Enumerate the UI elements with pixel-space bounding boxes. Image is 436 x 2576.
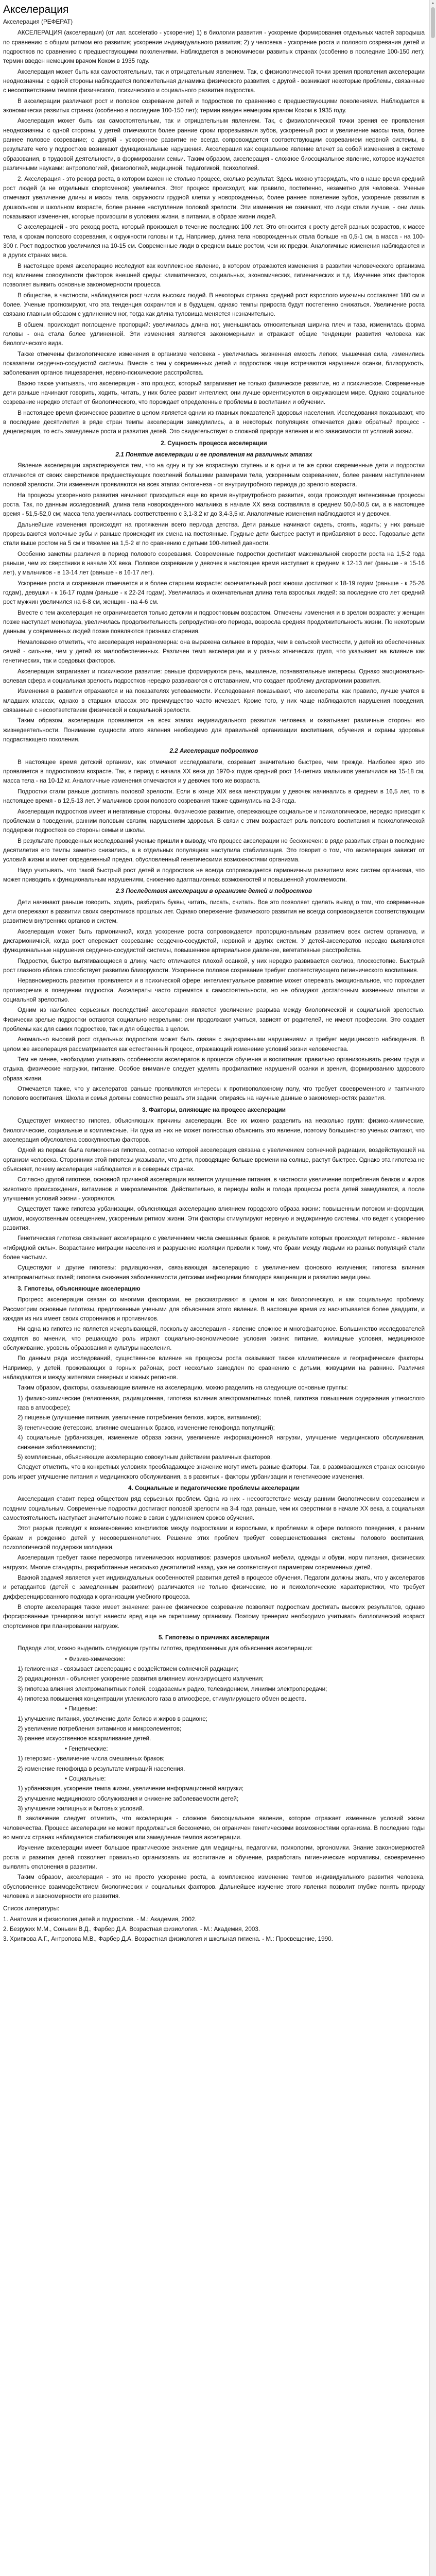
paragraph: Важно также учитывать, что акселерация - это процесс, который затрагивает не только физическое развитие, но и психическое. Современные дети раньше начинают говорить, ходить, читать, у них более развит интеллект, они лучше ориентируются в окружающем мире. Однако социальное созревание нередко отстает от биологического, что порождает определенные проблемы в воспитании и обучении.: [3, 380, 425, 406]
paragraph: Аномально высокий рост отдельных подростков может быть связан с эндокринными нарушениями и требует медицинского наблюдения. В целом же акселерация рассматривается как естественный процесс, отражающий изменение условий жизни человечества.: [3, 1036, 425, 1053]
paragraph: Акселерация ставит перед обществом ряд серьезных проблем. Одна из них - несоответствие между ранним биологическим созреванием и поздним социальным. Современные подростки достигают половой зрелости на 3-4 года раньше, чем их сверстники в начале XX века, а социальная самостоятельность наступает значительно позже в связи с удлинением сроков обучения.: [3, 1496, 425, 1521]
paragraph: Надо учитывать, что такой быстрый рост детей и подростков не всегда сопровождается гармоничным развитием всех систем организма, что может приводить к функциональным нарушениям, снижению адаптационных возможностей и повышенной утомляемости.: [3, 867, 425, 883]
paragraph: Согласно другой гипотезе, основной причиной акселерации является улучшение питания, в частности увеличение потребления белков и жиров животного происхождения, витаминов и микроэлементов. Действительно, в периоды войн и голода процессы роста детей замедляются, а после улучшения условий жизни - ускоряются.: [3, 1176, 425, 1202]
list-item: 1) гетерозис - увеличение числа смешанных браков;: [18, 1755, 165, 1762]
document-subtitle: Акселерация (РЕФЕРАТ): [3, 19, 73, 25]
paragraph: Таким образом, факторы, оказывающие влияние на акселерацию, можно разделить на следующие основные группы:: [18, 1384, 348, 1392]
list-item: 1) гелиогенная - связывает акселерацию с воздействием солнечной радиации;: [18, 1666, 239, 1673]
paragraph: Акселерация может быть как самостоятельным, так и отрицательным явлением. Так, с физиологической точки зрения проявления акселерации неоднозначны: с одной стороны наблюдается положительная динамика физического развития, с другой - возникают некоторые проблемы, связанные с несоответствием темпов физического, психического и социального развития подростка.: [3, 68, 425, 94]
paragraph: Подводя итог, можно выделить следующие группы гипотез, предложенных для объяснения акселерации:: [18, 1645, 313, 1652]
list-group-label: • Социальные:: [65, 1775, 106, 1782]
list-item: 2) пищевые (улучшение питания, увеличение потребления белков, жиров, витаминов);: [18, 1414, 261, 1421]
paragraph: Существует также гипотеза урбанизации, объясняющая акселерацию влиянием городского образа жизни: повышенным потоком информации, шумом, искусственным освещением, ускоренным ритмом жизни. Эти факторы стимулируют нервную и эндокринную системы, что ведет к ускорению развития.: [3, 1206, 425, 1231]
paragraph: Акселерация требует также пересмотра гигиенических нормативов: размеров школьной мебели, одежды и обуви, норм питания, физических нагрузок. Многие стандарты, разработанные несколько десятилетий назад, уже не соответствуют параметрам современных детей.: [3, 1554, 425, 1571]
paragraph: По данным ряда исследований, существенное влияние на процессы роста оказывают также климатические и географические факторы. Например, у детей, проживающих в горных районах, рост несколько замедлен по сравнению с детьми, живущими на равнине. Различия наблюдаются и между жителями северных и южных регионов.: [3, 1355, 425, 1381]
paragraph: Прогресс акселерации связан со многими факторами, ее рассматривают в целом и как биологическую, и как социальную проблему. Рассмотрим основные гипотезы, предложенные учеными для объяснения этого явления. В настоящее время их насчитывается более двадцати, и каждая из них имеет своих сторонников и противников.: [3, 1296, 425, 1323]
paragraph: Дальнейшие изменения происходят на протяжении всего периода детства. Дети раньше начинают сидеть, стоять, ходить; у них раньше прорезываются молочные зубы и раньше происходит их смена на постоянные. Грудные дети быстрее растут и прибавляют в весе. Годовалые дети стали выше ростом на 5 см и тяжелее на 1,5-2 кг по сравнению с детьми 100-летней давности.: [3, 521, 425, 547]
paragraph: Одной из первых была гелиогенная гипотеза, согласно которой акселерация связана с увеличением солнечной радиации, воздействующей на организм человека. Сторонники этой гипотезы указывали, что дети, проводящие больше времени на солнце, растут быстрее. Однако эта гипотеза не объясняет, почему акселерация наблюдается и в северных странах.: [3, 1147, 425, 1173]
list-item: 2) увеличение потребления витаминов и микроэлементов;: [18, 1725, 182, 1733]
paragraph: В обществе, в частности, наблюдается рост числа высоких людей. В некоторых странах средний рост взрослого мужчины составляет 180 см и более. Ученые прогнозируют, что эта тенденция сохранится и в будущем, однако темпы прироста будут постепенно снижаться. Увеличение роста связано главным образом с удлинением ног, тогда как длина туловища меняется незначительно.: [3, 292, 425, 318]
paragraph: Подростки стали раньше достигать половой зрелости. Если в конце XIX века менструации у девочек начинались в среднем в 16,5 лет, то в настоящее время - в 12,5-13 лет. У мальчиков сроки полового созревания также сдвинулись на 2-3 года.: [3, 788, 425, 805]
list-item: 4) социальные (урбанизация, изменение образа жизни, увеличение информационной нагрузки, улучшение медицинского обслуживания, снижение заболеваемости);: [18, 1434, 425, 1451]
references-list: [3, 1915, 425, 1944]
list-item: 2) улучшение медицинского обслуживания и снижение заболеваемости детей;: [18, 1795, 239, 1802]
scroll-up-arrow-icon[interactable]: ▲: [431, 1, 435, 5]
vertical-scrollbar[interactable]: [429, 0, 436, 2576]
reference-item: 3. Хрипкова А.Г., Антропова М.В., Фарбер Д.А. Возрастная физиология и школьная гигиена. - М.: Просвещение, 1990.: [3, 1936, 333, 1943]
paragraph: Генетическая гипотеза связывает акселерацию с увеличением числа смешанных браков, в результате которых происходит гетерозис - явление «гибридной силы». Возрастание миграции населения и разрушение изоляции привели к тому, что браки между людьми из разных популяций стали более частыми.: [3, 1235, 425, 1261]
paragraph: Изменения в развитии отражаются и на показателях успеваемости. Исследования показывают, что акселераты, как правило, лучше учатся в младших классах, однако в старших классах это преимущество часто исчезает. Кроме того, у них чаще наблюдаются нарушения поведения, связанные с несоответствием физической и социальной зрелости.: [3, 688, 425, 714]
paragraph: В обшем, происходит поглощение пропорций: увеличилась длина ног, уменьшилась относительная ширина плеч и таза, изменилась форма головы - она стала более удлиненной. Эти изменения являются закономерными и отражают общие тенденции развития человека как биологического вида.: [3, 321, 425, 347]
paragraph: Вместе с тем акселерация не ограничивается только детским и подростковым возрастом. Отмечены изменения и в зрелом возрасте: у женщин позже наступает менопауза, увеличилась продолжительность репродуктивного периода, возросла средняя продолжительность жизни. По некоторым данным, у современных людей позже появляются признаки старения.: [3, 609, 425, 635]
section-heading: 3. Факторы, влияющие на процесс акселерации: [142, 1106, 286, 1113]
paragraph: Особенно заметны различия в период полового созревания. Современные подростки достигают максимальной скорости роста на 1,5-2 года раньше, чем их сверстники в начале XX века. Половое созревание у девочек в настоящее время наступает в среднем в 12-13 лет (раньше - в 15-16 лет), у мальчиков - в 13-14 лет (раньше - в 16-17 лет).: [3, 550, 425, 577]
section-heading: 3. Гипотезы, объясняющие акселерацию: [18, 1285, 141, 1292]
scrollbar-thumb[interactable]: [431, 7, 435, 38]
paragraph: Подростки, быстро вытягивающиеся в длину, часто отличаются плохой осанкой, у них нередко развивается сколиоз, плоскостопие. Быстрый рост глазного яблока способствует развитию близорукости. Ускоренное половое созревание требует соответствующего гигиенического воспитания.: [3, 957, 425, 974]
list-item: 1) урбанизация, ускорение темпа жизни, увеличение информационной нагрузки;: [18, 1785, 244, 1792]
references-heading: Список литературы:: [3, 1905, 60, 1912]
paragraph: Отмечается также, что у акселератов раньше проявляются интересы к противоположному полу, что требует своевременного и тактичного полового воспитания. Школа и семья должны совместно решать эти задачи, опираясь на научные данные о закономерностях развития.: [3, 1086, 425, 1102]
paragraph: Немаловажно отметить, что акселерация неравномерна: она выражена сильнее в городах, чем в сельской местности, у детей из обеспеченных семей - сильнее, чем у детей из малообеспеченных. Различен темп акселерации и у разных этнических групп, что указывает на влияние как генетических, так и средовых факторов.: [3, 638, 425, 665]
paragraph: С акселерацией - это рекорд роста, который произошел в течение последних 100 лет. Это относится к росту детей разных возрастов, к массе тела, к срокам полового созревания, к окружности головы и т.д. Например, длина тела новорожденных стала больше на 0,5-1 см, а масса - на 100-300 г. Рост подростков увеличился на 10-15 см. Современные люди в среднем выше ростом, чем их предки. Аналогичные изменения наблюдаются и в других странах мира.: [3, 224, 425, 259]
list-item: 1) физико-химические (гелиогенная, радиационная, гипотеза влияния электромагнитных полей, гипотеза повышения содержания углекислого газа в атмосфере);: [18, 1395, 425, 1412]
subsection-heading: 2.3 Последствия акселерации в организме детей и подростков: [115, 888, 312, 895]
paragraph: Ускорение роста и созревания отмечается и в более старшем возрасте: окончательный рост юноши достигают к 18-19 годам (раньше - к 25-26 годам), девушки - к 16-17 годам (раньше - к 22-24 годам). Увеличилась и окончательная длина тела взрослых людей: за последние сто лет средний рост мужчин увеличился на 6-8 см, женщин - на 4-6 см.: [3, 580, 425, 606]
subsection-heading: 2.2 Акселерация подростков: [169, 748, 258, 755]
paragraph: Тем не менее, необходимо учитывать особенности акселератов в процессе обучения и воспитания: правильно организовывать режим труда и отдыха, физические нагрузки, питание. Особое внимание следует уделять профилактике нарушений осанки и зрения, формированию здорового образа жизни.: [3, 1056, 425, 1082]
list-item: 3) улучшение жилищных и бытовых условий.: [18, 1805, 144, 1812]
reference-item: 1. Анатомия и физиология детей и подростков. - М.: Академия, 2002.: [3, 1916, 197, 1923]
paragraph: Акселерация может быть как самостоятельным, так и отрицательным явлением. Так, с физиологической точки зрения ее проявления неоднозначны: с одной стороны, у детей отмечаются более ранние сроки прорезывания зубов, ускоренный рост и увеличение массы тела, более раннее половое созревание; с другой - ускоренное развитие не всегда сопровождается соответствующим созреванием нервной системы, в результате чего у подростков возникают функциональные нарушения. Акселерация как социальное явление влечет за собой изменения в системе образования, в трудовой деятельности, в формировании семьи. Таким образом, акселерация - сложное биосоциальное явление, которое изучается различными науками: антропологией, физиологией, медициной, педагогикой, психологией.: [3, 117, 425, 172]
paragraph: Таким образом, акселерация - это не просто ускорение роста, а комплексное изменение темпов индивидуального развития человека, обусловленное взаимодействием биологических и социальных факторов. Дальнейшее изучение этого явления позволит глубже понять природу человека и закономерности его развития.: [3, 1874, 425, 1900]
paragraph: Ни одна из гипотез не является исчерпывающей, поскольку акселерация - явление сложное и многофакторное. Большинство исследователей сходятся во мнении, что решающую роль играют социально-экономические условия жизни: питание, жилищные условия, медицинское обслуживание, уровень образования и культуры населения.: [3, 1326, 425, 1352]
paragraph: Существуют и другие гипотезы: радиационная, связывающая акселерацию с увеличением фонового излучения; гипотеза влияния электромагнитных полей; гипотеза снижения заболеваемости детскими инфекциями благодаря вакцинации и развитию медицины.: [3, 1264, 425, 1281]
references: [3, 1904, 425, 1944]
paragraph: Одним из наиболее серьезных последствий акселерации является увеличение разрыва между биологической и социальной зрелостью. Физически зрелые подростки остаются социально незрелыми: они продолжают учиться, зависят от родителей, не имеют профессии. Это создает проблемы как для самих подростков, так и для общества в целом.: [3, 1007, 425, 1033]
list-item: 3) гипотеза влияния электромагнитных полей, создаваемых радио, телевидением, линиями электропередачи;: [18, 1685, 327, 1692]
list-group-label: • Физико-химические:: [65, 1655, 126, 1663]
section-heading: 4. Социальные и педагогические проблемы акселерации: [128, 1484, 300, 1492]
list-item: 5) комплексные, объясняющие акселерацию совокупным действием различных факторов.: [18, 1453, 272, 1461]
paragraph: В настоящее время физическое развитие в целом является одним из главных показателей здоровья населения. Исследования показывают, что в последние десятилетия в ряде стран темпы акселерации замедлились, а в некоторых популяциях отмечается даже обратный процесс - децелерация, то есть замедление роста и развития детей. Это свидетельствует о сложной природе явления и его зависимости от условий жизни.: [3, 409, 425, 435]
paragraph: Изучение акселерации имеет большое практическое значение для медицины, педагогики, психологии, эргономики. Знание закономерностей роста и развития детей позволяет правильно организовать их воспитание и обучение, разработать гигиенические нормативы, своевременно выявлять отклонения в развитии.: [3, 1844, 425, 1870]
document-body: [3, 28, 425, 1901]
paragraph: Таким образом, акселерация проявляется на всех этапах индивидуального развития человека и охватывает различные стороны его жизнедеятельности. Понимание сущности этого явления необходимо для правильной организации воспитания, обучения и охраны здоровья подрастающего поколения.: [3, 717, 425, 743]
paragraph: 2. Акселерация - это рекорд роста, в котором важен не столько процесс, сколько результат. Здесь можно утверждать, что в наше время средний рост людей (а не отдельных спортсменов) увеличился. Этот процесс происходит, как правило, постепенно, незаметно для человека. Ученые отмечают увеличение длины и массы тела, окружности грудной клетки у новорожденных, более раннее появление зубов, ускорение развития в дошкольном и школьном возрасте, более раннее наступление половой зрелости. Эти изменения не означают, что люди стали лучше, - они лишь показывают изменения, которые произошли в условиях жизни, в питании, в образе жизни людей.: [3, 175, 425, 220]
paragraph: Акселерация может быть гармоничной, когда ускорение роста сопровождается пропорциональным развитием всех систем организма, и дисгармоничной, когда рост опережает созревание сердечно-сосудистой, нервной и других систем. У детей-акселератов нередко выявляются функциональные нарушения сердечно-сосудистой системы, повышенное артериальное давление, вегетативные расстройства.: [3, 928, 425, 954]
list-item: 2) изменение генофонда в результате миграций населения.: [18, 1765, 185, 1772]
list-item: 1) улучшение питания, увеличение доли белков и жиров в рационе;: [18, 1715, 207, 1722]
paragraph: В заключение следует отметить, что акселерация - сложное биосоциальное явление, которое отражает изменение условий жизни человечества. Процесс акселерации не может продолжаться бесконечно, он ограничен генетическими возможностями организма. В последние годы во многих странах наблюдается стабилизация или замедление темпов акселерации.: [3, 1815, 425, 1841]
list-item: 2) радиационная - объясняет ускорение развития влиянием ионизирующего излучения;: [18, 1675, 264, 1683]
paragraph: На процессы ускоренного развития начинают приходиться еще во время внутриутробного развития, когда происходят интенсивные процессы роста. Так, по данным исследований, длина тела новорожденного мальчика в начале XX века составляла в среднем 50,0-50,5 см, а в настоящее время - 51,5-52,0 см; масса тела увеличилась соответственно с 3,1-3,2 кг до 3,4-3,5 кг. Аналогичные изменения наблюдаются и у девочек.: [3, 492, 425, 518]
paragraph: В результате проведенных исследований ученые пришли к выводу, что процесс акселерации не бесконечен: в ряде развитых стран в последние десятилетия его темпы заметно снизились, а в отдельных популяциях наступила стабилизация. Это говорит о том, что акселерация зависит от условий жизни и имеет определенный предел, обусловленный генетическими возможностями организма.: [3, 837, 425, 863]
list-group-label: • Генетические:: [65, 1745, 108, 1752]
paragraph: Явление акселерации характеризуется тем, что на одну и ту же возрастную ступень и в одни и те же сроки современные дети и подростки отличаются от своих сверстников предшествующих поколений большими размерами тела, ускоренным созреванием, более ранним наступлением половой зрелости. Эти изменения проявляются на всех этапах онтогенеза - от внутриутробного периода до зрелого возраста.: [3, 462, 425, 488]
page-title: Акселерация: [3, 4, 69, 15]
list-group-label: • Пищевые:: [65, 1705, 97, 1713]
paragraph: Существует множество гипотез, объясняющих причины акселерации. Все их можно разделить на несколько групп: физико-химические, биологические, социальные и комплексные. Ни одна из них не может полностью объяснить это явление, поэтому большинство ученых считают, что акселерация обусловлена совокупностью факторов.: [3, 1117, 425, 1143]
paragraph: Следует отметить, что в конкретных условиях преобладающее значение могут иметь разные факторы. Так, в развивающихся странах основную роль играет улучшение питания и медицинского обслуживания, а в развитых - факторы урбанизации и генетические изменения.: [3, 1464, 425, 1480]
list-item: 4) гипотеза повышения концентрации углекислого газа в атмосфере, стимулирующего обмен веществ.: [18, 1696, 306, 1703]
paragraph: Акселерация подростков имеет и негативные стороны. Физическое развитие, опережающее социальное и психологическое, нередко приводит к проблемам в поведении, ранним половым связям, нарушениям здоровья. В связи с этим возрастает роль полового воспитания и психологической поддержки подростков со стороны семьи и школы.: [3, 808, 425, 834]
reference-item: 2. Безруких М.М., Сонькин В.Д., Фарбер Д.А. Возрастная физиология. - М.: Академия, 2003.: [3, 1926, 260, 1933]
section-heading: 2. Сущность процесса акселерации: [161, 439, 267, 447]
paragraph: В настоящее время детский организм, как отмечают исследователи, созревает значительно быстрее, чем прежде. Наиболее ярко это проявляется в подростковом возрасте. Так, в период с начала XX века до 1970-х годов средний рост 14-летних мальчиков увеличился на 15-18 см, масса тела - на 10-12 кг. Аналогичные изменения отмечаются и у девочек того же возраста.: [3, 758, 425, 785]
list-item: 3) раннее искусственное вскармливание детей.: [18, 1735, 151, 1742]
paragraph: В спорте акселерация также имеет значение: раннее физическое созревание позволяет подросткам достигать высоких результатов, однако форсированные тренировки могут нанести вред еще не окрепшему организму. Поэтому тренерам необходимо учитывать биологический возраст спортсменов при планировании нагрузок.: [3, 1604, 425, 1630]
paragraph: В настоящее время акселерацию исследуют как комплексное явление, в котором отражаются изменения в развитии человеческого организма под влиянием совокупности факторов внешней среды: климатических, социальных, экономических, гигиенических и т.д. Изучение этих факторов позволяет выявить основные закономерности процесса.: [3, 262, 425, 289]
paragraph: Акселерация затрагивает и психическое развитие: раньше формируются речь, мышление, познавательные интересы. Однако эмоционально-волевая сфера и социальная зрелость подростков нередко развиваются с отставанием, что создает проблему дисгармонии развития.: [3, 668, 425, 685]
paragraph: АКСЕЛЕРАЦИЯ (акселерация) (от лат. acceleratio - ускорение) 1) в биологии развития - ускорение формирования отдельных частей зародыша по сравнению с общим ритмом его развития; ускорение индивидуального развития; 2) у человека - ускорение роста и полового созревания детей и подростков по сравнению с предшествующими поколениями. Наблюдается в экономически развитых странах (особенно в последние 100-150 лет); термин введен немецким врачом Кохом в 1935 году.: [3, 29, 425, 65]
section-heading: 5. Гипотезы о причинах акселерации: [159, 1634, 269, 1641]
subsection-heading: 2.1 Понятие акселерации и ее проявления на различных этапах: [115, 451, 312, 459]
paragraph: Дети начинают раньше говорить, ходить, разбирать буквы, читать, писать, считать. Все это позволяет сделать вывод о том, что современные дети опережают в развитии своих сверстников прошлых лет. Однако опережение физического развития не всегда сопровождается соответствующим развитием внутренних органов и систем.: [3, 899, 425, 925]
paragraph: В акселерации различают рост и половое созревание детей и подростков по сравнению с предшествующими поколениями. Наблюдается в экономически развитых странах (особенно в последние 100-150 лет); термин введен немецким врачом Кохом в 1935 году.: [3, 97, 425, 114]
paragraph: Неравномерность развития проявляется и в психической сфере: интеллектуальное развитие может опережать эмоциональное, что порождает противоречия в поведении подростка. Акселераты часто стремятся к самостоятельности, но не обладают достаточным жизненным опытом и социальной зрелостью.: [3, 977, 425, 1004]
paragraph: Также отмечены физиологические изменения в организме человека - увеличилась жизненная емкость легких, мышечная сила, изменились показатели сердечно-сосудистой системы. Вместе с тем у современных детей и подростков чаще встречаются нарушения осанки, близорукость, заболевания органов пищеварения, нервно-психические расстройства.: [3, 350, 425, 377]
list-item: 3) генетические (гетерозис, влияние смешанных браков, изменение генофонда популяций);: [18, 1424, 275, 1431]
paragraph: Важной задачей является учет индивидуальных особенностей развития детей в процессе обучения. Педагоги должны знать, что у акселератов и ретардантов (детей с замедленным развитием) различаются не только физические, но и психологические характеристики, что требует дифференцированного подхода к организации учебного процесса.: [3, 1574, 425, 1600]
paragraph: Этот разрыв приводит к возникновению конфликтов между подростками и взрослыми, к проблемам в сфере полового поведения, к ранним бракам и рождению детей у несовершеннолетних. Решение этих проблем требует совершенствования системы полового воспитания, психологической поддержки молодежи.: [3, 1525, 425, 1551]
